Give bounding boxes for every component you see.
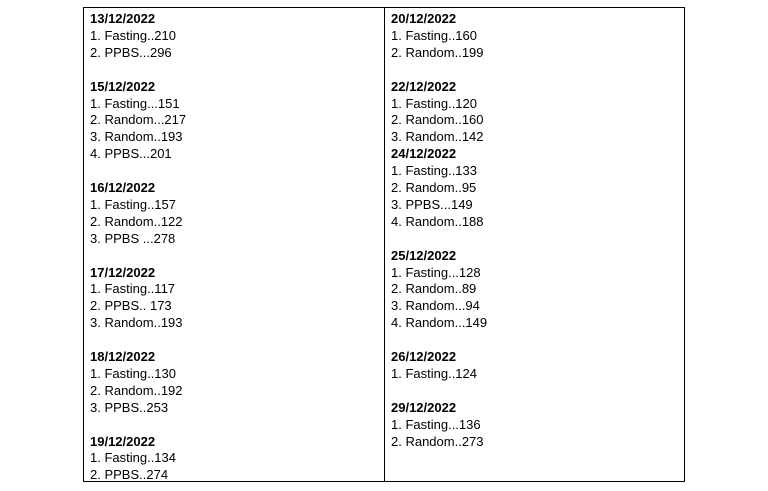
entry-17-12-2022 bbox=[90, 265, 384, 333]
entry-date: 13/12/2022 bbox=[90, 11, 156, 26]
reading: 4. Random...149 bbox=[391, 315, 488, 331]
reading: 2. Random...217 bbox=[90, 112, 187, 128]
reading: 3. Random..142 bbox=[391, 129, 484, 145]
entry-29-12-2022 bbox=[391, 400, 684, 451]
readings-table bbox=[83, 7, 685, 482]
reading: 2. PPBS.. 173 bbox=[90, 298, 172, 314]
reading: 1. Fasting..134 bbox=[90, 450, 176, 466]
reading: 3. Random...94 bbox=[391, 298, 480, 314]
reading: 1. Fasting..133 bbox=[391, 163, 477, 179]
entry-13-12-2022 bbox=[90, 11, 384, 62]
reading: 1. Fasting..124 bbox=[391, 365, 477, 381]
reading: 1. Fasting..117 bbox=[90, 281, 176, 297]
reading: 2. PPBS..274 bbox=[90, 467, 169, 483]
reading: 1. Fasting...128 bbox=[391, 264, 481, 280]
entry-date: 22/12/2022 bbox=[391, 78, 457, 94]
entry-date: 24/12/2022 bbox=[391, 146, 457, 162]
reading: 1. Fasting...136 bbox=[391, 416, 481, 432]
reading: 1. Fasting..210 bbox=[90, 27, 176, 43]
reading: 2. Random..89 bbox=[391, 281, 477, 297]
entry-26-12-2022 bbox=[391, 349, 684, 383]
reading: 4. Random..188 bbox=[391, 213, 484, 229]
reading: 2. Random..199 bbox=[391, 44, 484, 60]
reading: 3. PPBS..253 bbox=[90, 399, 169, 415]
entry-15-12-2022 bbox=[90, 79, 384, 164]
reading: 1. Fasting..160 bbox=[391, 27, 477, 43]
entry-date: 17/12/2022 bbox=[90, 264, 156, 280]
reading: 2. Random..95 bbox=[391, 180, 477, 196]
reading: 1. Fasting..120 bbox=[391, 95, 477, 111]
entry-20-12-2022 bbox=[391, 11, 684, 62]
entry-date: 26/12/2022 bbox=[391, 349, 457, 365]
reading: 1. Fasting...151 bbox=[90, 95, 180, 111]
reading: 3. Random..193 bbox=[90, 315, 183, 331]
reading: 3. PPBS...149 bbox=[391, 196, 473, 212]
entry-16-12-2022 bbox=[90, 180, 384, 248]
reading: 2. Random..192 bbox=[90, 382, 183, 398]
reading: 2. Random..122 bbox=[90, 213, 183, 229]
reading: 1. Fasting..130 bbox=[90, 365, 176, 381]
right-column bbox=[385, 8, 684, 481]
left-column bbox=[84, 8, 385, 481]
entry-date: 16/12/2022 bbox=[90, 180, 156, 196]
reading: 2. PPBS...296 bbox=[90, 44, 172, 60]
reading: 4. PPBS...201 bbox=[90, 146, 172, 162]
reading: 2. Random..160 bbox=[391, 112, 484, 128]
entry-24-12-2022 bbox=[391, 146, 684, 231]
reading: 1. Fasting..157 bbox=[90, 196, 176, 212]
entry-25-12-2022 bbox=[391, 248, 684, 333]
reading: 2. Random..273 bbox=[391, 433, 484, 449]
entry-22-12-2022 bbox=[391, 79, 684, 147]
entry-18-12-2022 bbox=[90, 349, 384, 417]
entry-date: 18/12/2022 bbox=[90, 349, 156, 365]
entry-date: 20/12/2022 bbox=[391, 11, 457, 26]
entry-date: 25/12/2022 bbox=[391, 247, 457, 263]
entry-date: 29/12/2022 bbox=[391, 399, 457, 415]
entry-19-12-2022 bbox=[90, 434, 384, 485]
reading: 3. Random..193 bbox=[90, 129, 183, 145]
entry-date: 15/12/2022 bbox=[90, 78, 156, 94]
entry-date: 19/12/2022 bbox=[90, 433, 156, 449]
reading: 3. PPBS ...278 bbox=[90, 230, 176, 246]
